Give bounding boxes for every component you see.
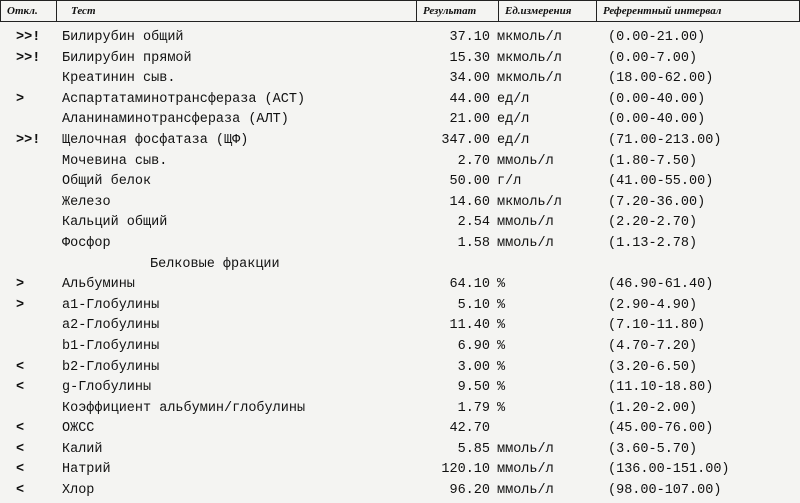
reference-range: (4.70-7.20) xyxy=(608,338,698,354)
header-flag: Откл. xyxy=(0,0,57,22)
table-row xyxy=(0,69,800,90)
result-value: 21.00 xyxy=(449,112,490,128)
deviation-flag: < xyxy=(16,421,25,437)
result-value: 9.50 xyxy=(457,380,490,396)
reference-range: (2.90-4.90) xyxy=(608,297,698,313)
reference-range: (2.20-2.70) xyxy=(608,215,698,231)
unit: % xyxy=(497,297,506,313)
unit: % xyxy=(497,380,506,396)
test-name: a1-Глобулины xyxy=(62,297,160,313)
result-value: 120.10 xyxy=(441,462,490,478)
unit: ед/л xyxy=(497,91,530,107)
table-row xyxy=(0,152,800,173)
test-name: Альбумины xyxy=(62,277,135,293)
test-name: Хлор xyxy=(62,483,95,499)
result-value: 14.60 xyxy=(449,194,490,210)
deviation-flag: < xyxy=(16,380,25,396)
table-header xyxy=(0,0,800,22)
reference-range: (136.00-151.00) xyxy=(608,462,730,478)
result-value: 3.00 xyxy=(457,359,490,375)
reference-range: (1.20-2.00) xyxy=(608,400,698,416)
deviation-flag: > xyxy=(16,91,25,107)
test-name: Мочевина сыв. xyxy=(62,153,168,169)
unit: ед/л xyxy=(497,112,530,128)
test-name: Креатинин сыв. xyxy=(62,71,176,87)
reference-range: (1.80-7.50) xyxy=(608,153,698,169)
test-name: Коэффициент альбумин/глобулины xyxy=(62,400,306,416)
table-row xyxy=(0,193,800,214)
test-name: Фосфор xyxy=(62,235,111,251)
test-name: Кальций общий xyxy=(62,215,168,231)
result-value: 37.10 xyxy=(449,30,490,45)
reference-range: (0.00-40.00) xyxy=(608,112,706,128)
unit: % xyxy=(497,400,506,416)
reference-range: (1.13-2.78) xyxy=(608,235,698,251)
result-value: 6.90 xyxy=(457,338,490,354)
deviation-flag: < xyxy=(16,483,25,499)
table-row xyxy=(0,110,800,131)
test-name: g-Глобулины xyxy=(62,380,152,396)
result-value: 50.00 xyxy=(449,174,490,190)
result-value: 347.00 xyxy=(441,132,490,148)
unit: ед/л xyxy=(497,132,530,148)
result-value: 15.30 xyxy=(449,50,490,66)
test-name: ОЖСС xyxy=(62,421,95,437)
unit: ммоль/л xyxy=(497,483,554,499)
deviation-flag: > xyxy=(16,277,25,293)
unit: мкмоль/л xyxy=(497,71,562,87)
deviation-flag: >>! xyxy=(16,132,41,148)
unit: ммоль/л xyxy=(497,441,554,457)
result-value: 64.10 xyxy=(449,277,490,293)
result-value: 34.00 xyxy=(449,71,490,87)
result-value: 96.20 xyxy=(449,483,490,499)
header-unit: Ед.измерения xyxy=(499,0,597,22)
deviation-flag: < xyxy=(16,462,25,478)
test-name: Калий xyxy=(62,441,103,457)
unit: % xyxy=(497,359,506,375)
test-name: Натрий xyxy=(62,462,111,478)
unit: мкмоль/л xyxy=(497,194,562,210)
table-row xyxy=(0,316,800,337)
result-value: 2.54 xyxy=(457,215,490,231)
test-name: Щелочная фосфатаза (ЩФ) xyxy=(62,132,249,148)
reference-range: (3.20-6.50) xyxy=(608,359,698,375)
result-value: 5.85 xyxy=(457,441,490,457)
unit: % xyxy=(497,277,506,293)
table-row xyxy=(0,460,800,481)
result-value: 1.58 xyxy=(457,235,490,251)
table-row xyxy=(0,90,800,111)
test-name: Аланинаминотрансфераза (АЛТ) xyxy=(62,112,289,128)
test-name: a2-Глобулины xyxy=(62,318,160,334)
header-result: Результат xyxy=(417,0,499,22)
unit: % xyxy=(497,318,506,334)
table-row xyxy=(0,481,800,502)
result-value: 1.79 xyxy=(457,400,490,416)
reference-range: (46.90-61.40) xyxy=(608,277,714,293)
deviation-flag: < xyxy=(16,359,25,375)
table-row xyxy=(0,358,800,379)
table-row xyxy=(0,337,800,358)
reference-range: (41.00-55.00) xyxy=(608,174,714,190)
unit: мкмоль/л xyxy=(497,50,562,66)
section-heading-row xyxy=(0,255,800,276)
deviation-flag: > xyxy=(16,297,25,313)
test-name: Общий белок xyxy=(62,174,152,190)
result-value: 11.40 xyxy=(449,318,490,334)
reference-range: (0.00-7.00) xyxy=(608,50,698,66)
table-row xyxy=(0,399,800,420)
test-name: Аспартатаминотрансфераза (АСТ) xyxy=(62,91,306,107)
reference-range: (98.00-107.00) xyxy=(608,483,722,499)
unit: ммоль/л xyxy=(497,215,554,231)
test-name: Железо xyxy=(62,194,111,210)
reference-range: (45.00-76.00) xyxy=(608,421,714,437)
test-name: b2-Глобулины xyxy=(62,359,160,375)
test-name: b1-Глобулины xyxy=(62,338,160,354)
deviation-flag: >>! xyxy=(16,50,41,66)
header-reference: Референтный интервал xyxy=(597,0,800,22)
table-row xyxy=(0,172,800,193)
unit: г/л xyxy=(497,174,522,190)
unit: мкмоль/л xyxy=(497,30,562,45)
unit: ммоль/л xyxy=(497,462,554,478)
result-value: 42.70 xyxy=(449,421,490,437)
reference-range: (0.00-40.00) xyxy=(608,91,706,107)
table-row xyxy=(0,275,800,296)
reference-range: (3.60-5.70) xyxy=(608,441,698,457)
table-row xyxy=(0,213,800,234)
result-value: 2.70 xyxy=(457,153,490,169)
reference-range: (7.10-11.80) xyxy=(608,318,706,334)
header-test: Тест xyxy=(57,0,417,22)
table-row xyxy=(0,49,800,70)
deviation-flag: < xyxy=(16,441,25,457)
reference-range: (11.10-18.80) xyxy=(608,380,714,396)
table-row xyxy=(0,131,800,152)
results-table xyxy=(0,28,800,502)
unit: ммоль/л xyxy=(497,153,554,169)
test-name: Билирубин прямой xyxy=(62,50,192,66)
table-row xyxy=(0,28,800,49)
test-name: Билирубин общий xyxy=(62,30,184,45)
deviation-flag: >>! xyxy=(16,30,41,45)
table-row xyxy=(0,419,800,440)
table-row xyxy=(0,378,800,399)
reference-range: (0.00-21.00) xyxy=(608,30,706,45)
result-value: 5.10 xyxy=(457,297,490,313)
result-value: 44.00 xyxy=(449,91,490,107)
reference-range: (71.00-213.00) xyxy=(608,132,722,148)
reference-range: (7.20-36.00) xyxy=(608,194,706,210)
table-row xyxy=(0,440,800,461)
reference-range: (18.00-62.00) xyxy=(608,71,714,87)
table-row xyxy=(0,296,800,317)
unit: ммоль/л xyxy=(497,235,554,251)
section-heading: Белковые фракции xyxy=(150,256,280,272)
unit: % xyxy=(497,338,506,354)
table-row xyxy=(0,234,800,255)
